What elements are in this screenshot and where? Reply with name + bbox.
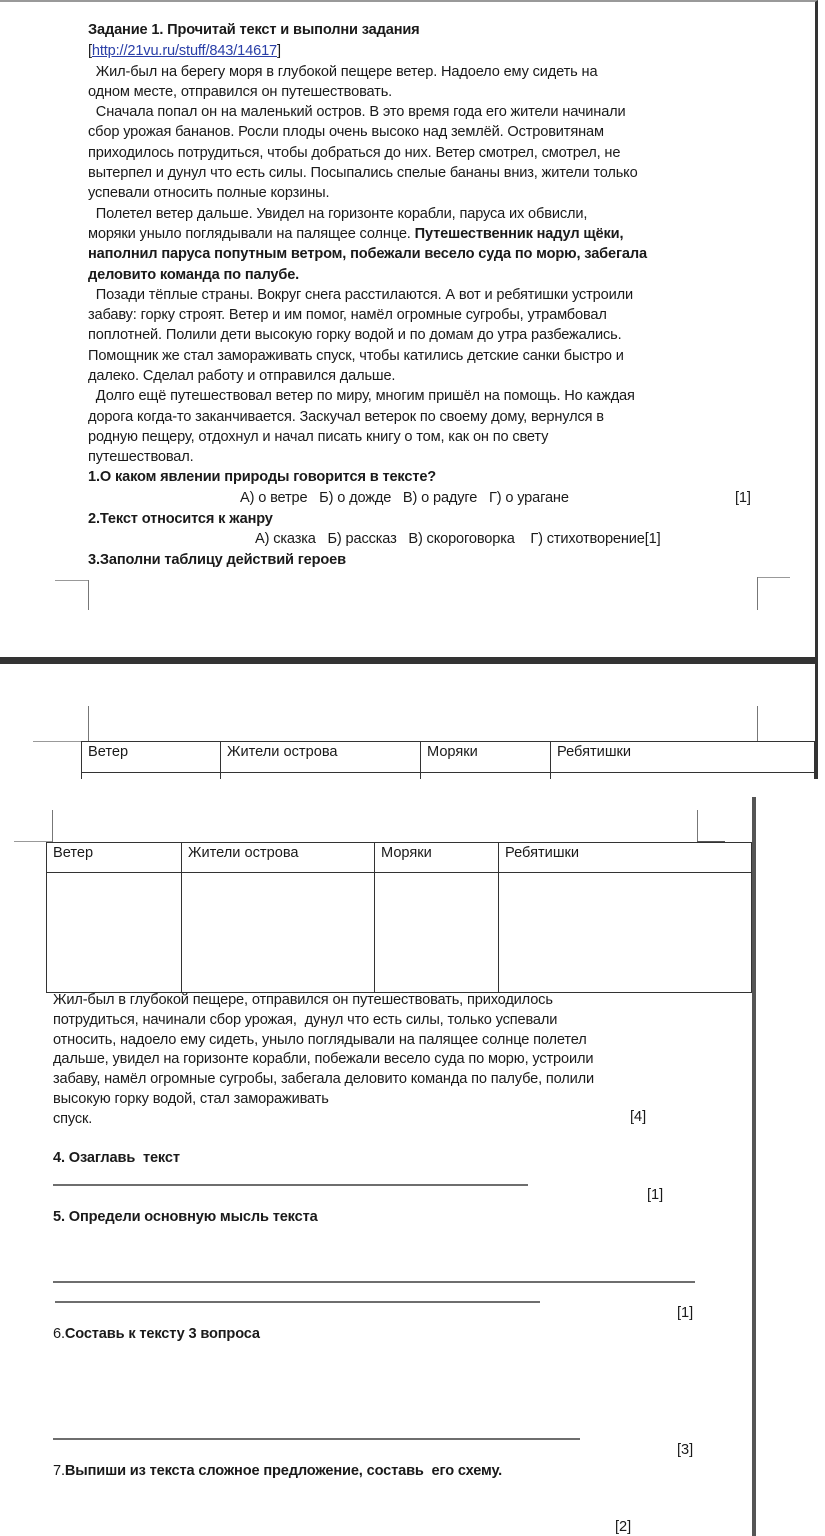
story-text-segment: приходилось потрудиться, чтобы добраться до них. Ветер смотрел, смотрел, не [88,144,621,161]
corner-mark [55,580,88,581]
corner-mark [33,741,83,742]
story-text-segment: Долго ещё путешествовал ветер по миру, многим пришёл на помощь. Но каждая [88,388,635,405]
question-4: 4. Озаглавь текст [53,1150,180,1166]
story-text-segment: успевали относить полные корзины. [88,185,330,202]
story-line [88,122,604,142]
corner-mark [757,577,790,578]
story-text-segment: Жил-был на берегу моря в глубокой пещере ветер. Надоело ему сидеть на [88,63,598,80]
story-line [88,285,633,305]
story-bold-segment: наполнил паруса попутным ветром, побежали весело суда по морю, забегала [88,246,647,263]
story-text-segment: забаву: горку строят. Ветер и им помог, намёл огромные сугробы, утрамбовал [88,307,607,324]
phrase-line: высокую горку водой, стал замораживать [53,1091,329,1107]
story-line [88,325,622,345]
answer-line[interactable] [53,1184,528,1186]
answer-cell-sailors[interactable] [375,873,499,993]
answer-cell-wind[interactable] [47,873,182,993]
story-line [88,102,626,122]
question-1-score: [1] [735,490,751,506]
question-1: 1.О каком явлении природы говорится в тексте? [88,469,437,485]
heroes-table [46,842,752,993]
story-line [88,265,299,285]
story-line [88,386,635,406]
col-header-wind: Ветер [82,742,221,773]
answer-cell-kids[interactable] [499,873,752,993]
question-3: 3.Заполни таблицу действий героев [88,552,346,568]
col-header-sailors: Моряки [421,742,551,773]
answer-cell-islanders[interactable] [182,873,375,993]
story-line [88,346,624,366]
phrase-line: спуск. [53,1110,93,1127]
answer-line[interactable] [53,1281,695,1283]
question-4-score: [1] [647,1187,664,1203]
story-text-segment: Сначала попал он на маленький остров. В это время года его жители начинали [88,104,626,121]
story-line [88,447,194,467]
source-link-line: [http://21vu.ru/stuff/843/14617] [88,43,281,59]
task-title: Задание 1. Прочитай текст и выполни задания [88,22,420,38]
answer-line[interactable] [55,1301,540,1303]
story-text-segment: далеко. Сделал работу и отправился дальше. [88,368,396,384]
question-2: 2.Текст относится к жанру [88,511,273,527]
question-2-options: А) сказка Б) рассказ В) скороговорка Г) стихотворение[1] [255,531,661,547]
story-text-segment: Помощник же стал замораживать спуск, чтобы катились детские санки быстро и [88,347,624,364]
story-line [88,427,548,447]
story-text-segment: вытерпел и дунул что есть силы. Посыпались спелые бананы вниз, жители только [88,165,638,181]
phrase-line: потрудиться, начинали сбор урожая, дунул что есть силы, только успевали [53,1011,558,1028]
story-line [88,224,623,244]
page-3-right-border [752,797,756,1536]
question-1-options: А) о ветре Б) о дожде В) о радуге Г) о урагане [240,490,569,506]
story-line [88,407,604,427]
story-line [88,62,597,82]
question-6 [53,1324,260,1344]
question-5: 5. Определи основную мысль текста [53,1209,318,1225]
story-line [88,305,607,325]
question-7-number: 7. [53,1463,65,1479]
col-header-kids: Ребятишки [551,742,815,773]
question-7 [53,1461,502,1481]
corner-mark [88,706,89,741]
question-5-score: [1] [677,1305,694,1321]
story-text-segment: одном месте, отправился он путешествовать. [88,83,393,100]
story-text-segment: Позади тёплые страны. Вокруг снега расстилаются. А вот и ребятишки устроили [88,286,633,303]
story-line [88,82,392,102]
story-text-segment: поплотней. Полили дети высокую горку водой и по домам до утра разбежались. [88,327,622,344]
story-text-segment: моряки уныло поглядывали на палящее солнце. [88,225,415,242]
story-bold-segment: Путешественник надул щёки, [414,225,624,242]
story-line [88,366,395,386]
story-text-segment: родную пещеру, отдохнул и начал писать книгу о том, как он по свету [88,428,549,445]
story-line [88,163,638,183]
corner-mark [757,706,758,741]
story-line [88,244,647,264]
question-6-text: Составь к тексту 3 вопроса [64,1326,260,1342]
story-line [88,143,620,163]
col-header-islanders: Жители острова [221,742,421,773]
story-text-segment: сбор урожая бананов. Росли плоды очень высоко над землёй. Островитянам [88,124,604,141]
question-7-score: [2] [615,1519,632,1535]
question-6-score: [3] [677,1442,694,1458]
col-header-sailors: Моряки [375,843,499,873]
question-6-number: 6. [53,1326,65,1342]
phrase-line: дальше, увидел на горизонте корабли, побежали весело суда по морю, устроили [53,1051,594,1068]
corner-mark [757,577,758,610]
corner-mark [88,580,89,610]
source-link[interactable]: http://21vu.ru/stuff/843/14617 [91,43,277,59]
col-header-kids: Ребятишки [499,843,752,873]
col-header-islanders: Жители острова [182,843,375,873]
answer-line[interactable] [53,1438,580,1440]
phrase-line: забаву, намёл огромные сугробы, забегала деловито команда по палубе, полили [53,1071,595,1088]
heroes-table-preview [81,741,815,779]
col-header-wind: Ветер [47,843,182,873]
story-line [88,204,587,224]
story-text-segment: Полетел ветер дальше. Увидел на горизонте корабли, паруса их обвисли, [88,205,588,222]
question-7-text: Выпиши из текста сложное предложение, составь его схему. [64,1463,503,1479]
phrase-line: Жил-был в глубокой пещере, отправился он путешествовать, приходилось [53,992,553,1008]
question-3-score: [4] [630,1109,647,1125]
corner-mark [52,810,53,842]
story-text-segment: дорога когда-то заканчивается. Заскучал ветерок по своему дому, вернулся в [88,408,604,425]
corner-mark [697,810,698,842]
phrase-line: относить, надоело ему сидеть, уныло поглядывали на палящее солнце полетел [53,1031,587,1048]
story-bold-segment: деловито команда по палубе. [88,266,300,283]
gap [0,779,825,795]
story-text-segment: путешествовал. [88,449,194,466]
story-line [88,183,329,203]
